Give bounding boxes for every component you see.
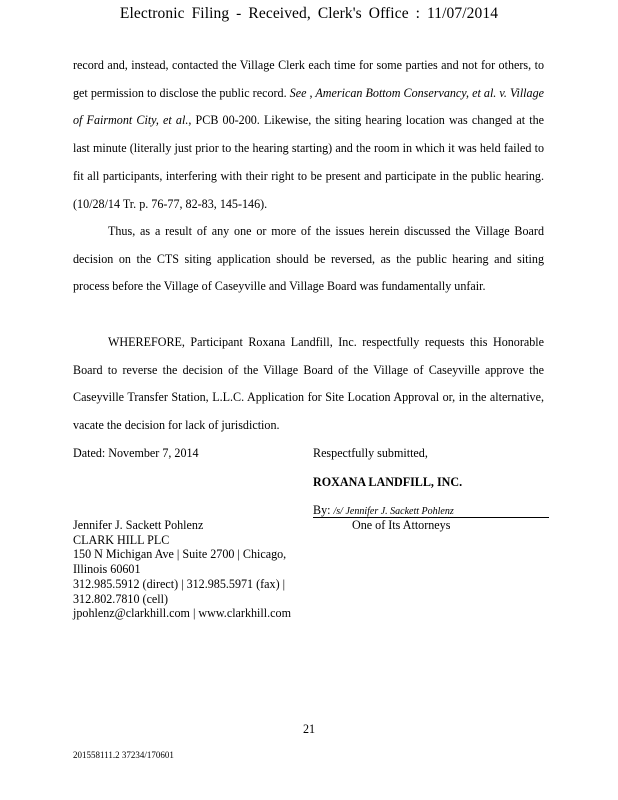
closing-line: Respectfully submitted, bbox=[313, 446, 428, 460]
attorney-contact-block bbox=[73, 518, 303, 621]
electronic-signature: /s/ Jennifer J. Sackett Pohlenz bbox=[333, 506, 454, 517]
phone-numbers: 312.985.5912 (direct) | 312.985.5971 (fax) | 312.802.7810 (cell) bbox=[73, 576, 286, 606]
firm-name: CLARK HILL PLC bbox=[73, 532, 170, 547]
paragraph-public-record bbox=[73, 52, 544, 218]
signature-line bbox=[313, 503, 549, 518]
dated-line: Dated: November 7, 2014 bbox=[73, 446, 199, 460]
paragraph-text: PCB 00-200. Likewise, the siting hearing location was changed at the last minute (literally just prior to the hearing starting) and the room in which it was held failed to fit all participants, interfering with their right to be present and participate in the public hearing. (10/28/14 Tr. p. 76-77, 82-83, 145-146). bbox=[73, 113, 544, 211]
email-web: jpohlenz@clarkhill.com | www.clarkhill.com bbox=[73, 606, 291, 621]
filing-header: Electronic Filing - Received, Clerk's Office : 11/07/2014 bbox=[119, 5, 499, 22]
attorney-name: Jennifer J. Sackett Pohlenz bbox=[73, 518, 204, 532]
firm-address: 150 N Michigan Ave | Suite 2700 | Chicago, Illinois 60601 bbox=[73, 547, 287, 577]
party-name: ROXANA LANDFILL, INC. bbox=[313, 475, 463, 489]
case-citation: See , American Bottom Conservancy, et al. v. Village of Fairmont City, et al., bbox=[73, 85, 544, 128]
by-label: By: bbox=[313, 503, 334, 517]
signer-role: One of Its Attorneys bbox=[352, 518, 451, 532]
paragraph-wherefore: WHEREFORE, Participant Roxana Landfill, Inc. respectfully requests this Honorable Board to reverse the decision of the Village Board of the Village of Caseyville approve the Caseyville Transfer Station, L.L.C. Application for Site Location Approval or, in the alternative, vacate the decision for lack of jurisdiction. bbox=[73, 335, 544, 433]
paragraph-conclusion: Thus, as a result of any one or more of the issues herein discussed the Village Board decision on the CTS siting application should be reversed, as the public hearing and siting process before the Village of Caseyville and Village Board was fundamentally unfair. bbox=[73, 224, 544, 294]
paragraph-text: record and, instead, contacted the Village Clerk each time for some parties and not for others, to get permission to disclose the public record. bbox=[73, 58, 544, 100]
document-id: 201558111.2 37234/170601 bbox=[73, 750, 174, 760]
page-number: 21 bbox=[302, 722, 316, 736]
